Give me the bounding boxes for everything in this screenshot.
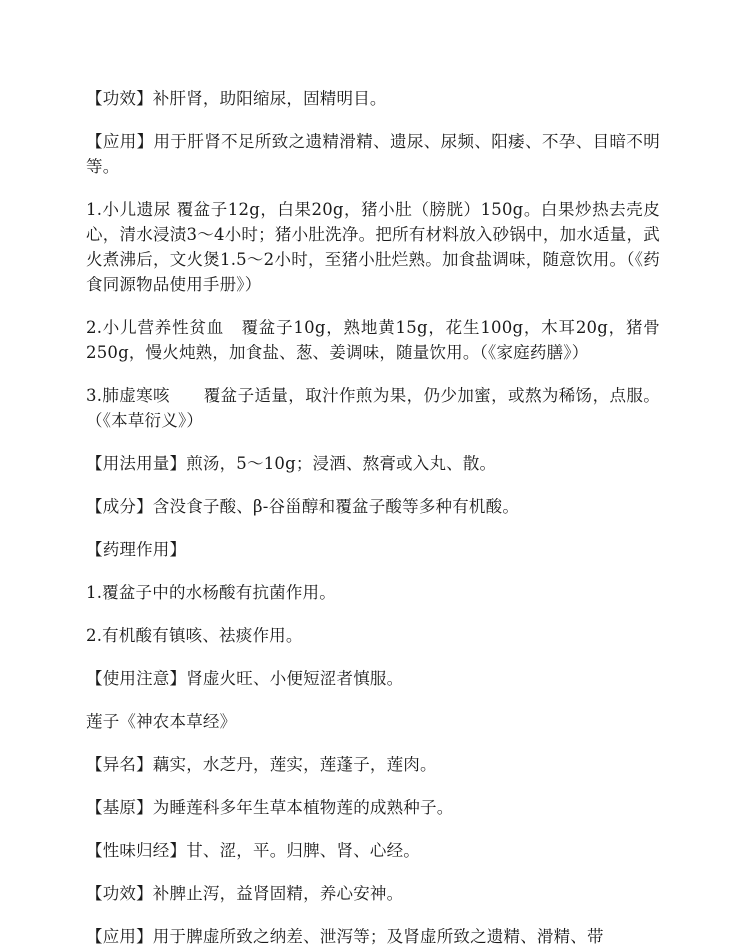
recipe-1-paragraph: 1.小儿遗尿 覆盆子12g，白果20g，猪小肚（膀胱）150g。白果炒热去壳皮心，清水浸渍3～4小时；猪小肚洗净。把所有材料放入砂锅中，加水适量，武火煮沸后，文火煲1.5～2小时，至猪小肚烂熟。加食盐调味，随意饮用。（《药食同源物品使用手册》） <box>86 200 660 294</box>
pharmacology-item-2: 2.有机酸有镇咳、祛痰作用。 <box>86 626 303 645</box>
recipe-3-paragraph: 3.肺虚寒咳 覆盆子适量，取汁作煎为果，仍少加蜜，或熬为稀饧，点服。（《本草衍义》） <box>86 386 660 430</box>
lotus-seed-title: 莲子《神农本草经》 <box>86 712 237 731</box>
usage-dosage-paragraph: 【用法用量】煎汤，5～10g；浸酒、熬膏或入丸、散。 <box>86 454 497 473</box>
efficacy-paragraph: 【功效】补肝肾，助阳缩尿，固精明目。 <box>86 89 387 108</box>
origin-paragraph: 【基原】为睡莲科多年生草本植物莲的成熟种子。 <box>86 798 454 817</box>
pharmacology-heading: 【药理作用】 <box>86 540 187 559</box>
components-paragraph: 【成分】含没食子酸、β-谷甾醇和覆盆子酸等多种有机酸。 <box>86 497 520 516</box>
pharmacology-item-1: 1.覆盆子中的水杨酸有抗菌作用。 <box>86 583 336 602</box>
application-paragraph: 【应用】用于肝肾不足所致之遗精滑精、遗尿、尿频、阳痿、不孕、目暗不明等。 <box>86 132 660 176</box>
precautions-paragraph: 【使用注意】肾虚火旺、小便短涩者慎服。 <box>86 669 404 688</box>
lotus-efficacy-paragraph: 【功效】补脾止泻，益肾固精，养心安神。 <box>86 884 404 903</box>
nature-meridian-paragraph: 【性味归经】甘、涩，平。归脾、肾、心经。 <box>86 841 420 860</box>
alias-paragraph: 【异名】藕实，水芝丹，莲实，莲蓬子，莲肉。 <box>86 755 437 774</box>
lotus-application-paragraph: 【应用】用于脾虚所致之纳差、泄泻等；及肾虚所致之遗精、滑精、带 <box>86 927 604 946</box>
recipe-2-paragraph: 2.小儿营养性贫血 覆盆子10g，熟地黄15g，花生100g，木耳20g，猪骨250g，慢火炖熟，加食盐、葱、姜调味，随量饮用。（《家庭药膳》） <box>86 318 660 362</box>
